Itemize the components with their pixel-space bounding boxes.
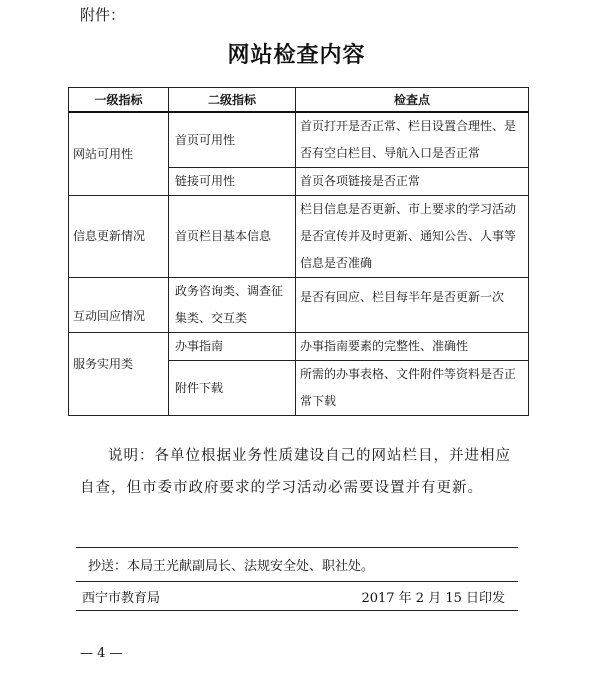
divider-bottom	[76, 610, 518, 611]
divider-top	[76, 547, 518, 548]
checkpoint-cell: 首页各项链接是否正常	[296, 168, 529, 196]
level1-cell: 互动回应情况	[69, 278, 169, 333]
column-header-checkpoints: 检查点	[296, 88, 529, 113]
issue-date: 2017 年 2 月 15 日印发	[361, 591, 505, 606]
divider-middle	[76, 581, 518, 582]
level2-cell: 链接可用性	[169, 168, 296, 196]
level2-cell: 政务咨询类、调查征集类、交互类	[169, 278, 296, 333]
level2-cell: 附件下载	[169, 361, 296, 416]
note-text: 说明：各单位根据业务性质建设自己的网站栏目，并进相应自查，但市委市政府要求的学习活动必需要设置并有更新。	[80, 448, 511, 496]
table-row	[69, 196, 529, 278]
table-row	[69, 112, 529, 168]
cc-line: 抄送：本局王光献副局长、法规安全处、职社处。	[88, 559, 375, 574]
table-header-row	[69, 88, 529, 113]
level2-cell: 首页栏目基本信息	[169, 196, 296, 278]
explanatory-note	[80, 440, 525, 504]
table-row	[69, 278, 529, 333]
attachment-label: 附件：	[80, 6, 126, 24]
level1-cell: 服务实用类	[69, 333, 169, 416]
page-title: 网站检查内容	[227, 42, 366, 68]
checkpoint-cell: 办事指南要素的完整性、准确性	[296, 333, 529, 361]
page-number: — 4 —	[80, 646, 123, 661]
inspection-table	[68, 87, 529, 416]
checkpoint-cell: 首页打开是否正常、栏目设置合理性、是否有空白栏目、导航入口是否正常	[296, 112, 529, 168]
column-header-level1: 一级指标	[69, 88, 169, 113]
checkpoint-cell: 是否有回应、栏目每半年是否更新一次	[296, 278, 529, 333]
table-row	[69, 333, 529, 361]
checkpoint-cell: 栏目信息是否更新、市上要求的学习活动是否宣传并及时更新、通知公告、人事等信息是否准确	[296, 196, 529, 278]
issuer: 西宁市教育局	[82, 591, 161, 606]
level2-cell: 首页可用性	[169, 112, 296, 168]
level1-cell: 信息更新情况	[69, 196, 169, 278]
level2-cell: 办事指南	[169, 333, 296, 361]
level1-cell: 网站可用性	[69, 112, 169, 196]
checkpoint-cell: 所需的办事表格、文件附件等资料是否正常下载	[296, 361, 529, 416]
column-header-level2: 二级指标	[169, 88, 296, 113]
